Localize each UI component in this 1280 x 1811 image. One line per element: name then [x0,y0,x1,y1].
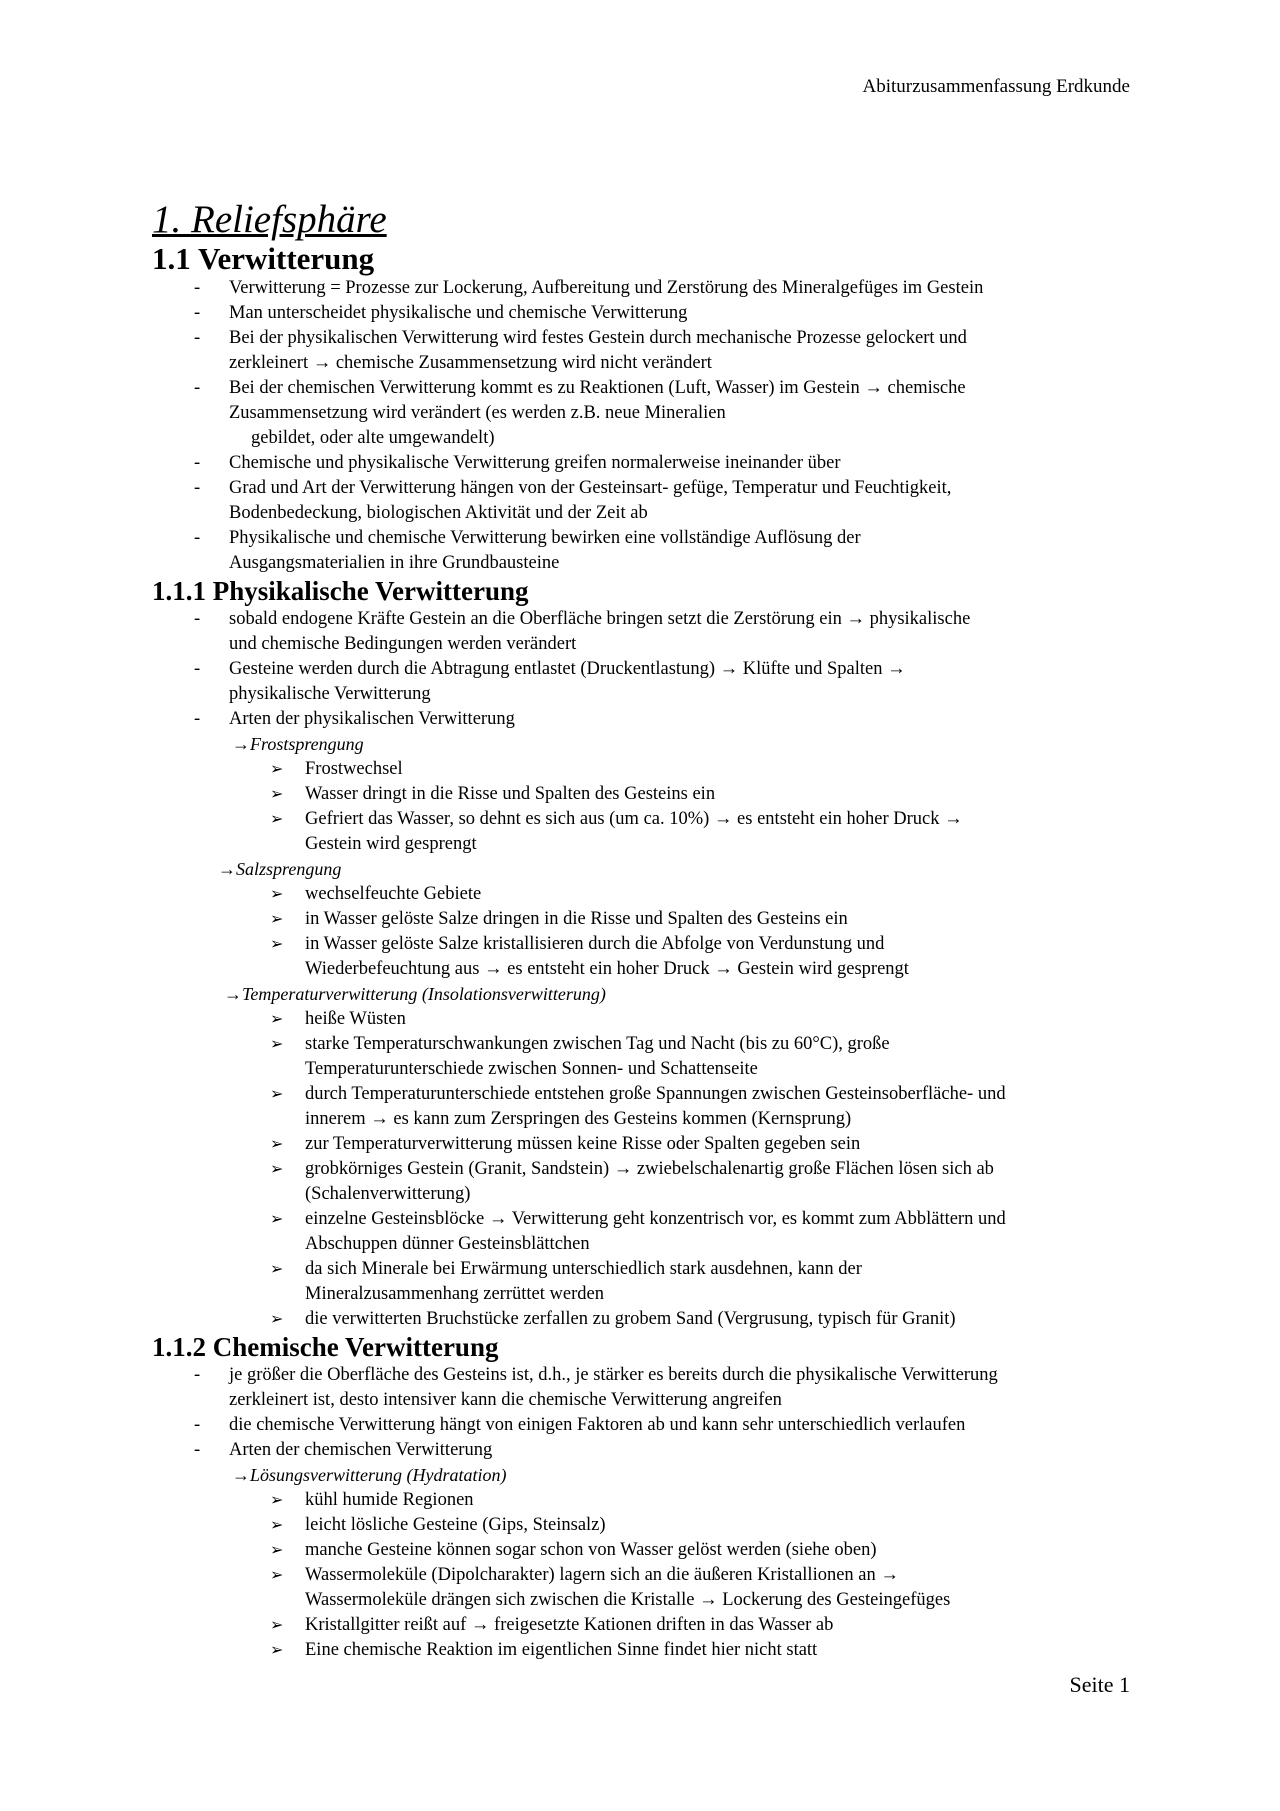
bullet-text: einzelne Gesteinsblöcke → Verwitterung geht konzentrisch vor, es kommt zum Abblättern und [305,1209,1006,1229]
bullet-text: Mineralzusammenhang zerrüttet werden [305,1284,604,1304]
dash-bullet: - [194,328,201,348]
item-text: die chemische Verwitterung hängt von einigen Faktoren ab und kann sehr unterschiedlich verlaufen [229,1415,966,1435]
bullet-text: manche Gesteine können sogar schon von Wasser gelöst werden (siehe oben) [305,1540,877,1560]
bullet-text: durch Temperaturunterschiede entstehen große Spannungen zwischen Gesteinsoberfläche- und [305,1084,1006,1104]
bullet-item [152,1207,1142,1257]
bullet-item [152,1257,1142,1307]
arrowhead-bullet-icon: ➢ [270,786,284,803]
bullet-text: starke Temperaturschwankungen zwischen Tag und Nacht (bis zu 60°C), große [305,1034,890,1054]
list-item [152,1413,1142,1438]
item-text: Chemische und physikalische Verwitterung greifen normalerweise ineinander über [229,453,841,473]
arrowhead-bullet-icon: ➢ [270,811,284,828]
item-text: Bei der physikalischen Verwitterung wird festes Gestein durch mechanische Prozesse gelockert und [229,328,967,348]
dash-bullet: - [194,1365,201,1385]
item-text: Man unterscheidet physikalische und chemische Verwitterung [229,303,688,323]
arrowhead-bullet-icon: ➢ [270,1517,284,1534]
arrowhead-bullet-icon: ➢ [270,1136,284,1153]
list-item [152,526,1142,576]
chemische-types [152,1463,1142,1663]
bullet-item [152,1007,1142,1032]
item-text: Bodenbedeckung, biologischen Aktivität und der Zeit ab [229,503,648,523]
subtype-bullet-list [152,1488,1142,1663]
dash-bullet: - [194,303,201,323]
subtype-heading [152,982,1142,1007]
list-item [152,1438,1142,1463]
bullet-text: kühl humide Regionen [305,1490,474,1510]
item-text: und chemische Bedingungen werden verändert [229,634,577,654]
list-item [152,657,1142,707]
bullet-text: Gefriert das Wasser, so dehnt es sich aus (um ca. 10%) → es entsteht ein hoher Druck → [305,809,963,829]
item-text: Arten der physikalischen Verwitterung [229,709,515,729]
subtype-heading [152,857,1142,882]
arrowhead-bullet-icon: ➢ [270,1086,284,1103]
section-title-physikalische: 1.1.1 Physikalische Verwitterung [152,576,529,606]
dash-bullet: - [194,1440,201,1460]
bullet-text: zur Temperaturverwitterung müssen keine Risse oder Spalten gegeben sein [305,1134,861,1154]
arrowhead-bullet-icon: ➢ [270,886,284,903]
item-text: Ausgangsmaterialien in ihre Grundbausteine [229,553,560,573]
subtype-bullet-list [152,882,1142,982]
arrowhead-bullet-icon: ➢ [270,761,284,778]
physikalische-types [152,732,1142,1332]
bullet-text: leicht lösliche Gesteine (Gips, Steinsalz) [305,1515,606,1535]
item-text: Gesteine werden durch die Abtragung entlastet (Druckentlastung) → Klüfte und Spalten → [229,659,906,679]
arrowhead-bullet-icon: ➢ [270,1311,284,1328]
item-text: je größer die Oberfläche des Gesteins ist, d.h., je stärker es bereits durch die physikalische Verwitterung [229,1365,998,1385]
subtype-bullet-list [152,757,1142,857]
dash-bullet: - [194,709,201,729]
bullet-item [152,907,1142,932]
arrow-icon: → [232,734,250,754]
item-text: gebildet, oder alte umgewandelt) [251,428,495,448]
subtype-heading [152,1463,1142,1488]
item-text: Grad und Art der Verwitterung hängen von der Gesteinsart- gefüge, Temperatur und Feuchtigkeit, [229,478,952,498]
arrowhead-bullet-icon: ➢ [270,1036,284,1053]
arrow-icon: → [218,859,236,879]
subtype-title: Lösungsverwitterung (Hydratation) [250,1465,507,1485]
bullet-text: innerem → es kann zum Zerspringen des Gesteins kommen (Kernsprung) [305,1109,852,1129]
dash-bullet: - [194,378,201,398]
bullet-text: da sich Minerale bei Erwärmung unterschiedlich stark ausdehnen, kann der [305,1259,862,1279]
bullet-item [152,757,1142,782]
bullet-text: Kristallgitter reißt auf → freigesetzte Kationen driften in das Wasser ab [305,1615,834,1635]
dash-bullet: - [194,659,201,679]
item-text: physikalische Verwitterung [229,684,431,704]
bullet-text: wechselfeuchte Gebiete [305,884,482,904]
bullet-text: Temperaturunterschiede zwischen Sonnen- und Schattenseite [305,1059,758,1079]
bullet-item [152,1032,1142,1082]
arrowhead-bullet-icon: ➢ [270,936,284,953]
list-item [152,376,1142,451]
bullet-item [152,1307,1142,1332]
list-item [152,1363,1142,1413]
running-header: Abiturzusammenfassung Erdkunde [862,76,1130,97]
subtype-title: Frostsprengung [250,734,364,754]
list-item [152,707,1142,732]
arrowhead-bullet-icon: ➢ [270,1492,284,1509]
bullet-text: Wasser dringt in die Risse und Spalten des Gesteins ein [305,784,716,804]
bullet-text: Wassermoleküle drängen sich zwischen die Kristalle → Lockerung des Gesteingefüges [305,1590,951,1610]
bullet-item [152,882,1142,907]
bullet-text: Wassermoleküle (Dipolcharakter) lagern sich an die äußeren Kristallionen an → [305,1565,899,1585]
arrow-icon: → [232,1465,250,1485]
document-body [152,198,1142,1663]
item-text: Bei der chemischen Verwitterung kommt es zu Reaktionen (Luft, Wasser) im Gestein → chemische [229,378,966,398]
arrowhead-bullet-icon: ➢ [270,1542,284,1559]
item-text: zerkleinert ist, desto intensiver kann die chemische Verwitterung angreifen [229,1390,782,1410]
arrowhead-bullet-icon: ➢ [270,1211,284,1228]
item-text: Arten der chemischen Verwitterung [229,1440,493,1460]
dash-bullet: - [194,453,201,473]
chemische-list [152,1363,1142,1463]
arrowhead-bullet-icon: ➢ [270,1011,284,1028]
arrowhead-bullet-icon: ➢ [270,1617,284,1634]
bullet-item [152,1488,1142,1513]
subtype-title: Temperaturverwitterung (Insolationsverwitterung) [242,984,606,1004]
list-item [152,476,1142,526]
item-text: zerkleinert → chemische Zusammensetzung wird nicht verändert [229,353,712,373]
bullet-text: Gestein wird gesprengt [305,834,477,854]
bullet-text: Eine chemische Reaktion im eigentlichen Sinne findet hier nicht statt [305,1640,818,1660]
bullet-item [152,1513,1142,1538]
item-text: sobald endogene Kräfte Gestein an die Oberfläche bringen setzt die Zerstörung ein → physikalische [229,609,971,629]
bullet-item [152,1538,1142,1563]
arrowhead-bullet-icon: ➢ [270,1642,284,1659]
bullet-item [152,1157,1142,1207]
subtype-bullet-list [152,1007,1142,1332]
item-text: Physikalische und chemische Verwitterung bewirken eine vollständige Auflösung der [229,528,861,548]
list-item [152,607,1142,657]
bullet-text: die verwitterten Bruchstücke zerfallen zu grobem Sand (Vergrusung, typisch für Granit) [305,1309,956,1329]
list-item [152,326,1142,376]
arrowhead-bullet-icon: ➢ [270,1261,284,1278]
bullet-item [152,1082,1142,1132]
bullet-item [152,807,1142,857]
bullet-text: Abschuppen dünner Gesteinsblättchen [305,1234,590,1254]
bullet-text: (Schalenverwitterung) [305,1184,471,1204]
subtype-heading [152,732,1142,757]
bullet-text: grobkörniges Gestein (Granit, Sandstein) → zwiebelschalenartig große Flächen lösen sich ab [305,1159,994,1179]
section-title-chemische: 1.1.2 Chemische Verwitterung [152,1332,499,1362]
bullet-item [152,1613,1142,1638]
dash-bullet: - [194,609,201,629]
bullet-item [152,1563,1142,1613]
bullet-text: in Wasser gelöste Salze dringen in die Risse und Spalten des Gesteins ein [305,909,848,929]
arrow-icon: → [224,984,242,1004]
item-text: Verwitterung = Prozesse zur Lockerung, Aufbereitung und Zerstörung des Mineralgefüges im Gestein [229,278,984,298]
bullet-text: heiße Wüsten [305,1009,406,1029]
chapter-title: 1. Reliefsphäre [152,198,387,241]
dash-bullet: - [194,528,201,548]
physikalische-list [152,607,1142,732]
list-item [152,301,1142,326]
dash-bullet: - [194,1415,201,1435]
item-text: Zusammensetzung wird verändert (es werden z.B. neue Mineralien [229,403,726,423]
list-item [152,451,1142,476]
dash-bullet: - [194,278,201,298]
subtype-title: Salzsprengung [236,859,342,879]
verwitterung-list [152,276,1142,576]
arrowhead-bullet-icon: ➢ [270,1567,284,1584]
bullet-item [152,1132,1142,1157]
bullet-item [152,1638,1142,1663]
dash-bullet: - [194,478,201,498]
bullet-item [152,782,1142,807]
bullet-text: Frostwechsel [305,759,403,779]
bullet-item [152,932,1142,982]
list-item [152,276,1142,301]
section-title-verwitterung: 1.1 Verwitterung [152,241,375,276]
arrowhead-bullet-icon: ➢ [270,911,284,928]
arrowhead-bullet-icon: ➢ [270,1161,284,1178]
bullet-text: Wiederbefeuchtung aus → es entsteht ein hoher Druck → Gestein wird gesprengt [305,959,909,979]
page-number: Seite 1 [1069,1672,1130,1697]
bullet-text: in Wasser gelöste Salze kristallisieren durch die Abfolge von Verdunstung und [305,934,885,954]
